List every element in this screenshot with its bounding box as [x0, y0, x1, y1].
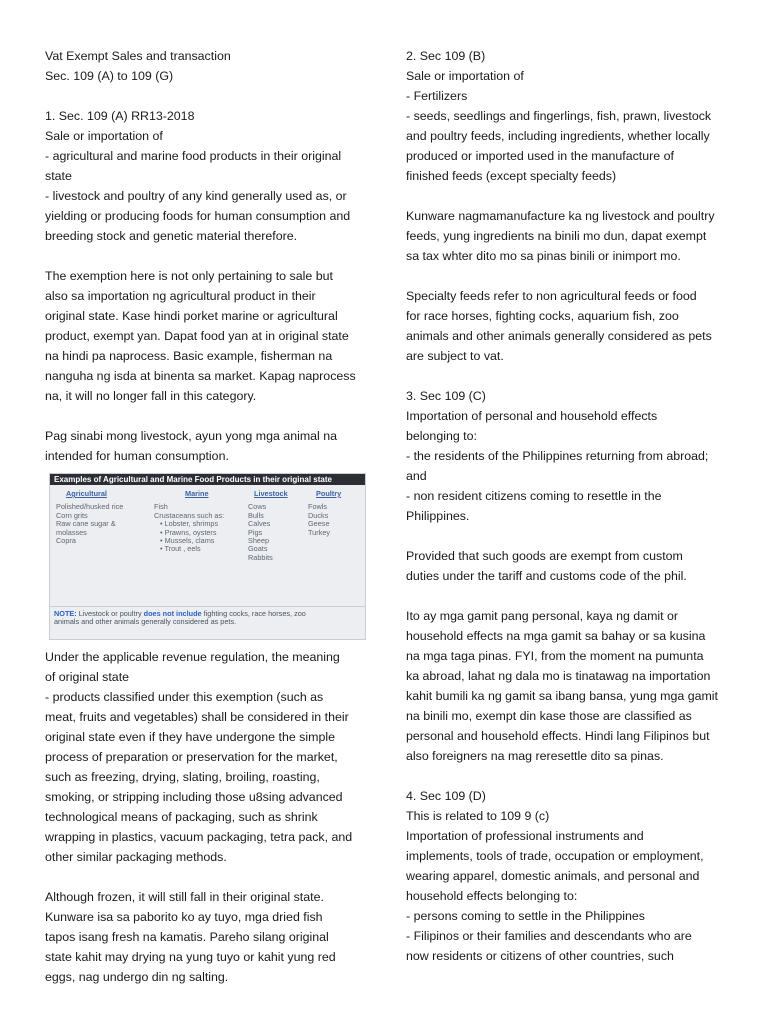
text-line: product, exempt yan. Dapat food yan at in original state	[45, 329, 349, 343]
text-line: Although frozen, it will still fall in their original state.	[45, 890, 324, 904]
text-line: Sale or importation of	[406, 69, 524, 83]
text-line: - Fertilizers	[406, 89, 468, 103]
text-line: household effects na mga gamit sa bahay or sa kusina	[406, 629, 706, 643]
left-text-block-b	[45, 647, 367, 987]
text-line: and	[406, 469, 427, 483]
text-line: intended for human consumption.	[45, 449, 229, 463]
text-line: animals and other animals generally considered as pets	[406, 329, 712, 343]
table-cell: Calves	[248, 519, 271, 529]
table-cell: Fowls	[308, 502, 328, 512]
text-line: smoking, or stripping including those u8sing advanced	[45, 790, 343, 804]
left-column	[45, 46, 367, 987]
table-cell: Raw cane sugar &	[56, 519, 116, 529]
table-header: Marine	[185, 489, 209, 498]
text-line: Importation of personal and household effects	[406, 409, 658, 423]
text-line: breeding stock and genetic material therefore.	[45, 229, 298, 243]
table-cell: molasses	[56, 527, 87, 537]
text-line: of original state	[45, 670, 130, 684]
table-column-marine	[154, 490, 224, 554]
text-line: wrapping in plastics, vacuum packaging, tetra pack, and	[45, 830, 353, 844]
table-header: Poultry	[316, 489, 342, 498]
text-line: original state. Kase hindi porket marine or agricultural	[45, 309, 338, 323]
note-prefix: NOTE:	[54, 609, 77, 618]
text-line: implements, tools of trade, occupation or employment,	[406, 849, 704, 863]
text-line: Specialty feeds refer to non agricultural feeds or food	[406, 289, 697, 303]
text-line: technological means of packaging, such as shrink	[45, 810, 318, 824]
paragraph-gap	[406, 526, 728, 546]
text-line: for race horses, fighting cocks, aquarium fish, zoo	[406, 309, 679, 323]
table-cell: Rabbits	[248, 552, 273, 562]
note-emphasis: does not include	[143, 609, 202, 618]
text-line: Vat Exempt Sales and transaction	[45, 49, 231, 63]
right-text-block	[406, 46, 728, 966]
text-line: - livestock and poultry of any kind generally used as, or	[45, 189, 347, 203]
text-line: na, it will no longer fall in this category.	[45, 389, 257, 403]
right-column	[406, 46, 728, 966]
text-line: ka abroad, lahat ng dala mo is tinatawag na importation	[406, 669, 711, 683]
text-line: Kunware isa sa paborito ko ay tuyo, mga dried fish	[45, 910, 323, 924]
text-line: process of preparation or preservation for the market,	[45, 750, 338, 764]
text-line: - Filipinos or their families and descendants who are	[406, 929, 692, 943]
paragraph-gap	[45, 406, 367, 426]
paragraph-gap	[406, 586, 728, 606]
table-cell: Geese	[308, 519, 330, 529]
paragraph-gap	[45, 867, 367, 887]
text-line: now residents or citizens of other countries, such	[406, 949, 674, 963]
table-title: Examples of Agricultural and Marine Food Products in their original state	[50, 474, 365, 485]
text-line: eggs, nag undergo din ng salting.	[45, 970, 229, 984]
text-line: 2. Sec 109 (B)	[406, 49, 486, 63]
text-line: Under the applicable revenue regulation, the meaning	[45, 650, 340, 664]
table-column-agricultural	[56, 490, 123, 545]
text-line: 1. Sec. 109 (A) RR13-2018	[45, 109, 195, 123]
text-line: na mga taga pinas. FYI, from the moment na pumunta	[406, 649, 704, 663]
text-line: - the residents of the Philippines returning from abroad;	[406, 449, 709, 463]
text-line: feeds, yung ingredients na binili mo dun, dapat exempt	[406, 229, 707, 243]
left-text-block-a	[45, 46, 367, 466]
text-line: wearing apparel, domestic animals, and personal and	[406, 869, 700, 883]
table-header: Livestock	[254, 489, 288, 498]
text-line: state kahit may drying na yung tuyo or kahit yung red	[45, 950, 336, 964]
paragraph-gap	[45, 86, 367, 106]
examples-table	[49, 473, 366, 640]
paragraph-gap	[406, 186, 728, 206]
text-line: Sec. 109 (A) to 109 (G)	[45, 69, 174, 83]
note-text: fighting cocks, race horses, zoo	[201, 609, 306, 618]
text-line: - seeds, seedlings and fingerlings, fish, prawn, livestock	[406, 109, 712, 123]
text-line: - persons coming to settle in the Philippines	[406, 909, 645, 923]
paragraph-gap	[406, 266, 728, 286]
table-grid	[50, 490, 365, 600]
text-line: na hindi pa naprocess. Basic example, fisherman na	[45, 349, 333, 363]
paragraph-gap	[406, 766, 728, 786]
text-line: household effects belonging to:	[406, 889, 578, 903]
text-line: na binili mo, exempt din kase those are classified as	[406, 709, 692, 723]
text-line: nanguha ng isda at binenta sa market. Kapag naprocess	[45, 369, 356, 383]
note-text-line2: animals and other animals generally considered as pets.	[54, 617, 237, 627]
text-line: personal and household effects. Hindi lang Filipinos but	[406, 729, 710, 743]
text-line: - non resident citizens coming to resettle in the	[406, 489, 662, 503]
text-line: Provided that such goods are exempt from custom	[406, 549, 683, 563]
table-cell: Crustaceans such as:	[154, 510, 225, 520]
table-cell: • Lobster, shrimps	[160, 519, 219, 529]
table-cell: Copra	[56, 536, 76, 546]
text-line: state	[45, 169, 72, 183]
paragraph-gap	[45, 246, 367, 266]
table-cell: Cows	[248, 502, 267, 512]
text-line: other similar packaging methods.	[45, 850, 227, 864]
table-cell: Corn grits	[56, 510, 88, 520]
text-line: finished feeds (except specialty feeds)	[406, 169, 617, 183]
text-line: yielding or producing foods for human consumption and	[45, 209, 351, 223]
note-text: Livestock or poultry	[76, 609, 144, 618]
table-cell: • Mussels, clams	[160, 536, 215, 546]
table-note	[50, 606, 365, 630]
text-line: such as freezing, drying, slating, broiling, roasting,	[45, 770, 320, 784]
table-cell: Bulls	[248, 510, 264, 520]
text-line: belonging to:	[406, 429, 477, 443]
table-cell: • Prawns, oysters	[160, 527, 217, 537]
text-line: meat, fruits and vegetables) shall be considered in their	[45, 710, 349, 724]
text-line: - products classified under this exemption (such as	[45, 690, 324, 704]
text-line: original state even if they have undergone the simple	[45, 730, 335, 744]
text-line: duties under the tariff and customs code of the phil.	[406, 569, 687, 583]
text-line: The exemption here is not only pertaining to sale but	[45, 269, 333, 283]
table-cell: Ducks	[308, 510, 329, 520]
table-column-livestock	[248, 490, 288, 562]
text-line: sa tax whter dito mo sa pinas binili or inimport mo.	[406, 249, 681, 263]
table-cell: • Trout , eels	[160, 544, 201, 554]
table-cell: Goats	[248, 544, 268, 554]
text-line: produced or imported used in the manufacture of	[406, 149, 674, 163]
table-column-poultry	[308, 490, 341, 537]
text-line: also foreigners na mag reresettle dito sa pinas.	[406, 749, 664, 763]
text-line: 3. Sec 109 (C)	[406, 389, 486, 403]
text-line: Ito ay mga gamit pang personal, kaya ng damit or	[406, 609, 679, 623]
paragraph-gap	[406, 366, 728, 386]
text-line: Importation of professional instruments and	[406, 829, 644, 843]
text-line: and poultry feeds, including ingredients, whether locally	[406, 129, 710, 143]
text-line: also sa importation ng agricultural product in their	[45, 289, 316, 303]
text-line: This is related to 109 9 (c)	[406, 809, 550, 823]
table-cell: Polished/husked rice	[56, 502, 124, 512]
table-cell: Fish	[154, 502, 168, 512]
text-line: 4. Sec 109 (D)	[406, 789, 486, 803]
text-line: Philippines.	[406, 509, 470, 523]
text-line: are subject to vat.	[406, 349, 504, 363]
text-line: - agricultural and marine food products in their original	[45, 149, 342, 163]
table-header: Agricultural	[66, 489, 107, 498]
text-line: kahit bumili ka ng gamit sa ibang bansa, yung mga gamit	[406, 689, 719, 703]
text-line: Pag sinabi mong livestock, ayun yong mga animal na	[45, 429, 338, 443]
text-line: Sale or importation of	[45, 129, 163, 143]
text-line: Kunware nagmamanufacture ka ng livestock and poultry	[406, 209, 715, 223]
table-cell: Sheep	[248, 536, 270, 546]
text-line: tapos isang fresh na kamatis. Pareho silang original	[45, 930, 329, 944]
table-cell: Turkey	[308, 527, 331, 537]
table-cell: Pigs	[248, 527, 263, 537]
